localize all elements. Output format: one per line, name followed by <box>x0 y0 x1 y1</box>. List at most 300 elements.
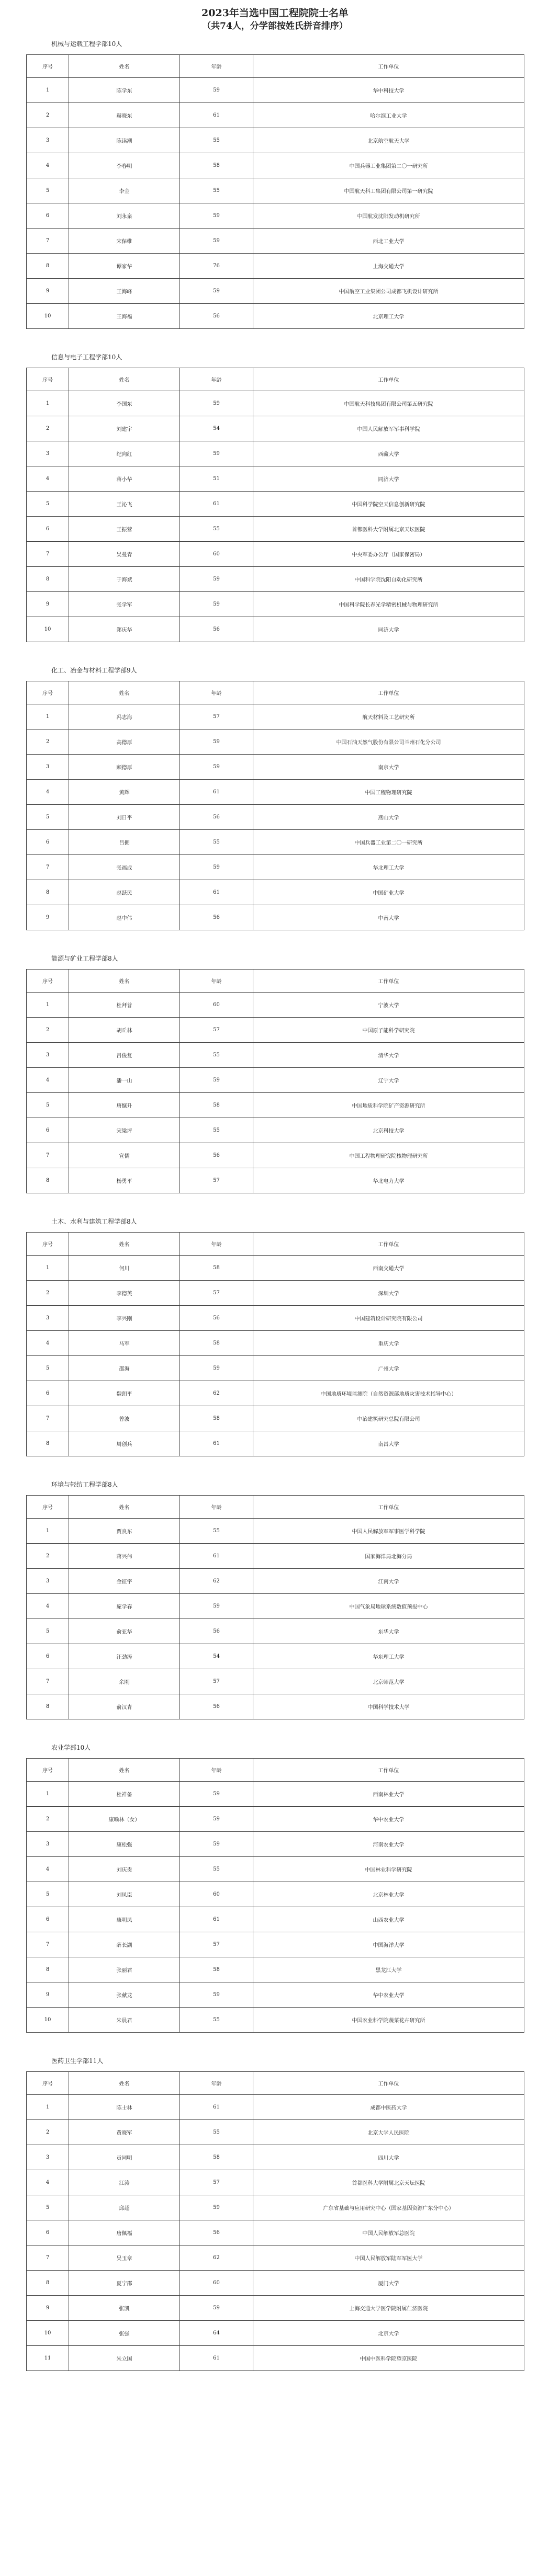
name-cell: 贡同明 <box>69 2145 180 2170</box>
table-row <box>27 1782 524 1807</box>
table-row <box>27 704 524 730</box>
age-cell: 57 <box>180 1669 253 1694</box>
table-row <box>27 1569 524 1594</box>
workplace-cell: 北京科技大学 <box>253 1118 524 1143</box>
table-row <box>27 1807 524 1832</box>
age-cell: 59 <box>180 1782 253 1807</box>
age-cell: 58 <box>180 1406 253 1431</box>
table-row <box>27 1143 524 1168</box>
age-cell: 61 <box>180 1544 253 1569</box>
name-cell: 余刚 <box>69 1669 180 1694</box>
section <box>26 40 524 350</box>
table-row <box>27 592 524 617</box>
table-row <box>27 1519 524 1544</box>
table-row <box>27 391 524 416</box>
table-row <box>27 2346 524 2371</box>
name-cell: 杜拜普 <box>69 993 180 1018</box>
workplace-cell: 中国科学院空天信息创新研究院 <box>253 492 524 517</box>
age-cell: 59 <box>180 1832 253 1857</box>
name-cell: 宋保维 <box>69 229 180 254</box>
age-cell: 54 <box>180 1644 253 1669</box>
section-title: 信息与电子工程学部10人 <box>51 354 122 361</box>
sections-container <box>0 40 550 2392</box>
serial-cell: 4 <box>27 1594 69 1619</box>
name-cell: 周创兵 <box>69 1431 180 1456</box>
serial-cell: 8 <box>27 880 69 905</box>
age-cell: 61 <box>180 1907 253 1932</box>
workplace-cell: 首都医科大学附属北京天坛医院 <box>253 517 524 542</box>
workplace-cell: 首都医科大学附属北京天坛医院 <box>253 2170 524 2195</box>
workplace-cell: 清华大学 <box>253 1043 524 1068</box>
name-cell: 俞汉青 <box>69 1694 180 1719</box>
serial-cell: 3 <box>27 2145 69 2170</box>
header-serial: 序号 <box>27 368 69 391</box>
serial-cell: 8 <box>27 2271 69 2296</box>
table-row <box>27 2246 524 2271</box>
workplace-cell: 中国农业科学院蔬菜花卉研究所 <box>253 2008 524 2033</box>
age-cell: 59 <box>180 755 253 780</box>
serial-cell: 6 <box>27 2220 69 2246</box>
header-serial: 序号 <box>27 55 69 78</box>
serial-cell: 1 <box>27 1782 69 1807</box>
section <box>26 666 524 951</box>
workplace-cell: 北京师范大学 <box>253 1669 524 1694</box>
workplace-cell: 江南大学 <box>253 1569 524 1594</box>
age-cell: 56 <box>180 1306 253 1331</box>
table-row <box>27 1832 524 1857</box>
workplace-cell: 西藏大学 <box>253 441 524 466</box>
academician-table <box>26 681 524 930</box>
name-cell: 唐慷升 <box>69 1093 180 1118</box>
age-cell: 59 <box>180 592 253 617</box>
workplace-cell: 中国科学院长春光学精密机械与物理研究所 <box>253 592 524 617</box>
workplace-cell: 中国地质环境监测院（自然资源部地质灾害技术指导中心） <box>253 1381 524 1406</box>
workplace-cell: 中国人民解放军总医院 <box>253 2220 524 2246</box>
name-cell: 庞学春 <box>69 1594 180 1619</box>
workplace-cell: 华中科技大学 <box>253 78 524 103</box>
age-cell: 61 <box>180 103 253 128</box>
workplace-cell: 北京大学人民医院 <box>253 2120 524 2145</box>
header-workplace: 工作单位 <box>253 970 524 993</box>
workplace-cell: 中国兵器工业第二〇一研究所 <box>253 830 524 855</box>
section <box>26 1217 524 1477</box>
age-cell: 59 <box>180 441 253 466</box>
serial-cell: 5 <box>27 805 69 830</box>
workplace-cell: 航天材料及工艺研究所 <box>253 704 524 730</box>
table-row <box>27 1957 524 1982</box>
age-cell: 59 <box>180 78 253 103</box>
age-cell: 60 <box>180 993 253 1018</box>
workplace-cell: 华东理工大学 <box>253 1644 524 1669</box>
workplace-cell: 广州大学 <box>253 1356 524 1381</box>
section <box>26 353 524 663</box>
header-workplace: 工作单位 <box>253 55 524 78</box>
serial-cell: 9 <box>27 1982 69 2008</box>
table-row <box>27 1907 524 1932</box>
name-cell: 金征宇 <box>69 1569 180 1594</box>
serial-cell: 3 <box>27 1043 69 1068</box>
serial-cell: 9 <box>27 592 69 617</box>
workplace-cell: 厦门大学 <box>253 2271 524 2296</box>
age-cell: 57 <box>180 1168 253 1193</box>
workplace-cell: 中国航天科技集团有限公司第五研究院 <box>253 391 524 416</box>
age-cell: 58 <box>180 1093 253 1118</box>
workplace-cell: 中国人民解放军陆军军医大学 <box>253 2246 524 2271</box>
workplace-cell: 中国科学院沈阳自动化研究所 <box>253 567 524 592</box>
serial-cell: 4 <box>27 153 69 178</box>
table-row <box>27 279 524 304</box>
table-row <box>27 2008 524 2033</box>
serial-cell: 5 <box>27 2195 69 2220</box>
serial-cell: 1 <box>27 391 69 416</box>
workplace-cell: 燕山大学 <box>253 805 524 830</box>
section-spacer <box>26 1456 524 1477</box>
age-cell: 57 <box>180 704 253 730</box>
name-cell: 刘庆贵 <box>69 1857 180 1882</box>
age-cell: 55 <box>180 517 253 542</box>
age-cell: 55 <box>180 128 253 153</box>
academician-table <box>26 1758 524 2033</box>
name-cell: 李兴刚 <box>69 1306 180 1331</box>
age-cell: 61 <box>180 2346 253 2371</box>
name-cell: 贾良东 <box>69 1519 180 1544</box>
name-cell: 康明凤 <box>69 1907 180 1932</box>
serial-cell: 7 <box>27 2246 69 2271</box>
table-row <box>27 1381 524 1406</box>
serial-cell: 8 <box>27 567 69 592</box>
table-row <box>27 1431 524 1456</box>
name-cell: 李德英 <box>69 1281 180 1306</box>
section-spacer <box>26 1193 524 1214</box>
name-cell: 康松强 <box>69 1832 180 1857</box>
workplace-cell: 西南林业大学 <box>253 1782 524 1807</box>
workplace-cell: 北京大学 <box>253 2321 524 2346</box>
age-cell: 58 <box>180 153 253 178</box>
serial-cell: 4 <box>27 780 69 805</box>
name-cell: 李金 <box>69 178 180 203</box>
name-cell: 黄晓军 <box>69 2120 180 2145</box>
table-row <box>27 1256 524 1281</box>
section-title: 能源与矿业工程学部8人 <box>51 955 118 962</box>
serial-cell: 4 <box>27 1857 69 1882</box>
serial-cell: 8 <box>27 1694 69 1719</box>
serial-cell: 11 <box>27 2346 69 2371</box>
header-name: 姓名 <box>69 970 180 993</box>
header-workplace: 工作单位 <box>253 681 524 704</box>
serial-cell: 10 <box>27 2008 69 2033</box>
workplace-cell: 同济大学 <box>253 466 524 492</box>
age-cell: 57 <box>180 1018 253 1043</box>
name-cell: 宋梁坪 <box>69 1118 180 1143</box>
serial-cell: 2 <box>27 1544 69 1569</box>
age-cell: 59 <box>180 1356 253 1381</box>
serial-cell: 5 <box>27 492 69 517</box>
serial-cell: 6 <box>27 203 69 229</box>
header-age: 年龄 <box>180 2072 253 2095</box>
workplace-cell: 中国林业科学研究院 <box>253 1857 524 1882</box>
age-cell: 56 <box>180 2220 253 2246</box>
name-cell: 夏宁邵 <box>69 2271 180 2296</box>
serial-cell: 7 <box>27 1143 69 1168</box>
name-cell: 杨勇平 <box>69 1168 180 1193</box>
age-cell: 54 <box>180 416 253 441</box>
table-row <box>27 203 524 229</box>
serial-cell: 2 <box>27 1018 69 1043</box>
table-row <box>27 1857 524 1882</box>
age-cell: 59 <box>180 1068 253 1093</box>
table-row <box>27 2296 524 2321</box>
workplace-cell: 山西农业大学 <box>253 1907 524 1932</box>
section-spacer <box>26 329 524 350</box>
serial-cell: 6 <box>27 1644 69 1669</box>
header-name: 姓名 <box>69 681 180 704</box>
workplace-cell: 中国石油天然气股份有限公司兰州石化分公司 <box>253 730 524 755</box>
name-cell: 胡丘林 <box>69 1018 180 1043</box>
name-cell: 江涛 <box>69 2170 180 2195</box>
workplace-cell: 中南大学 <box>253 905 524 930</box>
name-cell: 纪向红 <box>69 441 180 466</box>
age-cell: 59 <box>180 1594 253 1619</box>
header-name: 姓名 <box>69 1759 180 1782</box>
table-row <box>27 2195 524 2220</box>
name-cell: 赵跃民 <box>69 880 180 905</box>
age-cell: 55 <box>180 830 253 855</box>
section <box>26 1480 524 1740</box>
table-row <box>27 178 524 203</box>
serial-cell: 3 <box>27 441 69 466</box>
workplace-cell: 重庆大学 <box>253 1331 524 1356</box>
serial-cell: 1 <box>27 1256 69 1281</box>
age-cell: 59 <box>180 855 253 880</box>
table-row <box>27 2220 524 2246</box>
name-cell: 吴曼青 <box>69 542 180 567</box>
age-cell: 58 <box>180 2145 253 2170</box>
name-cell: 宣儒 <box>69 1143 180 1168</box>
table-row <box>27 830 524 855</box>
table-row <box>27 2321 524 2346</box>
age-cell: 56 <box>180 617 253 642</box>
name-cell: 唐佩福 <box>69 2220 180 2246</box>
serial-cell: 8 <box>27 254 69 279</box>
header-serial: 序号 <box>27 2072 69 2095</box>
header-workplace: 工作单位 <box>253 1759 524 1782</box>
name-cell: 魏朗平 <box>69 1381 180 1406</box>
header-workplace: 工作单位 <box>253 2072 524 2095</box>
header-serial: 序号 <box>27 1759 69 1782</box>
age-cell: 56 <box>180 1619 253 1644</box>
table-row <box>27 880 524 905</box>
age-cell: 56 <box>180 304 253 329</box>
serial-cell: 7 <box>27 1932 69 1957</box>
name-cell: 张强 <box>69 2321 180 2346</box>
serial-cell: 9 <box>27 905 69 930</box>
table-row <box>27 1644 524 1669</box>
header-age: 年龄 <box>180 1496 253 1519</box>
serial-cell: 5 <box>27 1093 69 1118</box>
workplace-cell: 中国人民解放军军事科学院 <box>253 416 524 441</box>
academician-table <box>26 1495 524 1719</box>
serial-cell: 9 <box>27 279 69 304</box>
age-cell: 61 <box>180 1431 253 1456</box>
age-cell: 59 <box>180 203 253 229</box>
workplace-cell: 北京林业大学 <box>253 1882 524 1907</box>
name-cell: 王振营 <box>69 517 180 542</box>
serial-cell: 7 <box>27 542 69 567</box>
workplace-cell: 中国工程物理研究院核物理研究所 <box>253 1143 524 1168</box>
name-cell: 邱超 <box>69 2195 180 2220</box>
workplace-cell: 中国地质科学院矿产资源研究所 <box>253 1093 524 1118</box>
academician-table <box>26 1232 524 1456</box>
table-header-row <box>27 55 524 78</box>
table-row <box>27 304 524 329</box>
age-cell: 62 <box>180 2246 253 2271</box>
workplace-cell: 同济大学 <box>253 617 524 642</box>
table-row <box>27 1882 524 1907</box>
name-cell: 刘建宇 <box>69 416 180 441</box>
workplace-cell: 四川大学 <box>253 2145 524 2170</box>
name-cell: 陈学东 <box>69 78 180 103</box>
header-workplace: 工作单位 <box>253 368 524 391</box>
table-row <box>27 542 524 567</box>
table-row <box>27 567 524 592</box>
age-cell: 59 <box>180 1982 253 2008</box>
table-row <box>27 229 524 254</box>
table-row <box>27 1544 524 1569</box>
serial-cell: 6 <box>27 1907 69 1932</box>
workplace-cell: 中国气象局地球系统数值预报中心 <box>253 1594 524 1619</box>
table-row <box>27 517 524 542</box>
serial-cell: 2 <box>27 730 69 755</box>
workplace-cell: 中国矿业大学 <box>253 880 524 905</box>
name-cell: 蒋兴伟 <box>69 1544 180 1569</box>
workplace-cell: 上海交通大学 <box>253 254 524 279</box>
header-age: 年龄 <box>180 681 253 704</box>
academician-table <box>26 2071 524 2371</box>
serial-cell: 9 <box>27 2296 69 2321</box>
header-name: 姓名 <box>69 1233 180 1256</box>
name-cell: 冯志海 <box>69 704 180 730</box>
age-cell: 55 <box>180 1043 253 1068</box>
age-cell: 60 <box>180 1882 253 1907</box>
name-cell: 王沁飞 <box>69 492 180 517</box>
workplace-cell: 西南交通大学 <box>253 1256 524 1281</box>
header-age: 年龄 <box>180 368 253 391</box>
workplace-cell: 西北工业大学 <box>253 229 524 254</box>
table-row <box>27 805 524 830</box>
section <box>26 954 524 1214</box>
table-header-row <box>27 970 524 993</box>
section <box>26 2057 524 2392</box>
name-cell: 朱立国 <box>69 2346 180 2371</box>
age-cell: 55 <box>180 178 253 203</box>
age-cell: 58 <box>180 1957 253 1982</box>
section-spacer <box>26 2371 524 2392</box>
serial-cell: 10 <box>27 617 69 642</box>
workplace-cell: 河南农业大学 <box>253 1832 524 1857</box>
serial-cell: 1 <box>27 1519 69 1544</box>
table-row <box>27 492 524 517</box>
name-cell: 曾波 <box>69 1406 180 1431</box>
serial-cell: 1 <box>27 993 69 1018</box>
workplace-cell: 中冶建筑研究总院有限公司 <box>253 1406 524 1431</box>
workplace-cell: 中国原子能科学研究院 <box>253 1018 524 1043</box>
table-row <box>27 755 524 780</box>
age-cell: 59 <box>180 2296 253 2321</box>
table-row <box>27 1168 524 1193</box>
serial-cell: 8 <box>27 1431 69 1456</box>
serial-cell: 1 <box>27 704 69 730</box>
workplace-cell: 国家海洋局北海分局 <box>253 1544 524 1569</box>
name-cell: 高德厚 <box>69 730 180 755</box>
section-title: 土木、水利与建筑工程学部8人 <box>51 1218 137 1225</box>
age-cell: 62 <box>180 1569 253 1594</box>
workplace-cell: 中国中医科学院望京医院 <box>253 2346 524 2371</box>
age-cell: 61 <box>180 492 253 517</box>
table-row <box>27 1694 524 1719</box>
age-cell: 55 <box>180 2008 253 2033</box>
name-cell: 吕俊复 <box>69 1043 180 1068</box>
workplace-cell: 哈尔滨工业大学 <box>253 103 524 128</box>
name-cell: 顾德厚 <box>69 755 180 780</box>
header-name: 姓名 <box>69 55 180 78</box>
name-cell: 张献龙 <box>69 1982 180 2008</box>
table-row <box>27 1118 524 1143</box>
table-row <box>27 1331 524 1356</box>
table-header-row <box>27 1496 524 1519</box>
table-row <box>27 1306 524 1331</box>
workplace-cell: 中国航空工业集团公司成都飞机设计研究所 <box>253 279 524 304</box>
table-row <box>27 254 524 279</box>
serial-cell: 6 <box>27 830 69 855</box>
workplace-cell: 北京理工大学 <box>253 304 524 329</box>
serial-cell: 3 <box>27 755 69 780</box>
name-cell: 刘永泉 <box>69 203 180 229</box>
table-row <box>27 2271 524 2296</box>
serial-cell: 5 <box>27 178 69 203</box>
table-header-row <box>27 2072 524 2095</box>
table-row <box>27 1018 524 1043</box>
table-row <box>27 1594 524 1619</box>
name-cell: 杜祥备 <box>69 1782 180 1807</box>
table-row <box>27 1093 524 1118</box>
header-name: 姓名 <box>69 1496 180 1519</box>
name-cell: 邵海 <box>69 1356 180 1381</box>
serial-cell: 6 <box>27 1118 69 1143</box>
name-cell: 潘一山 <box>69 1068 180 1093</box>
workplace-cell: 中国航天科工集团有限公司第一研究院 <box>253 178 524 203</box>
section <box>26 1743 524 2054</box>
serial-cell: 4 <box>27 466 69 492</box>
header-age: 年龄 <box>180 970 253 993</box>
academician-table <box>26 969 524 1193</box>
workplace-cell: 辽宁大学 <box>253 1068 524 1093</box>
name-cell: 郑庆华 <box>69 617 180 642</box>
name-cell: 朱晨君 <box>69 2008 180 2033</box>
header-age: 年龄 <box>180 1233 253 1256</box>
table-row <box>27 2095 524 2120</box>
age-cell: 56 <box>180 1694 253 1719</box>
table-row <box>27 441 524 466</box>
serial-cell: 5 <box>27 1619 69 1644</box>
age-cell: 57 <box>180 1281 253 1306</box>
age-cell: 51 <box>180 466 253 492</box>
age-cell: 55 <box>180 1118 253 1143</box>
section-title: 医药卫生学部11人 <box>51 2057 104 2065</box>
serial-cell: 3 <box>27 1832 69 1857</box>
name-cell: 吕拥 <box>69 830 180 855</box>
table-header-row <box>27 681 524 704</box>
table-row <box>27 1281 524 1306</box>
